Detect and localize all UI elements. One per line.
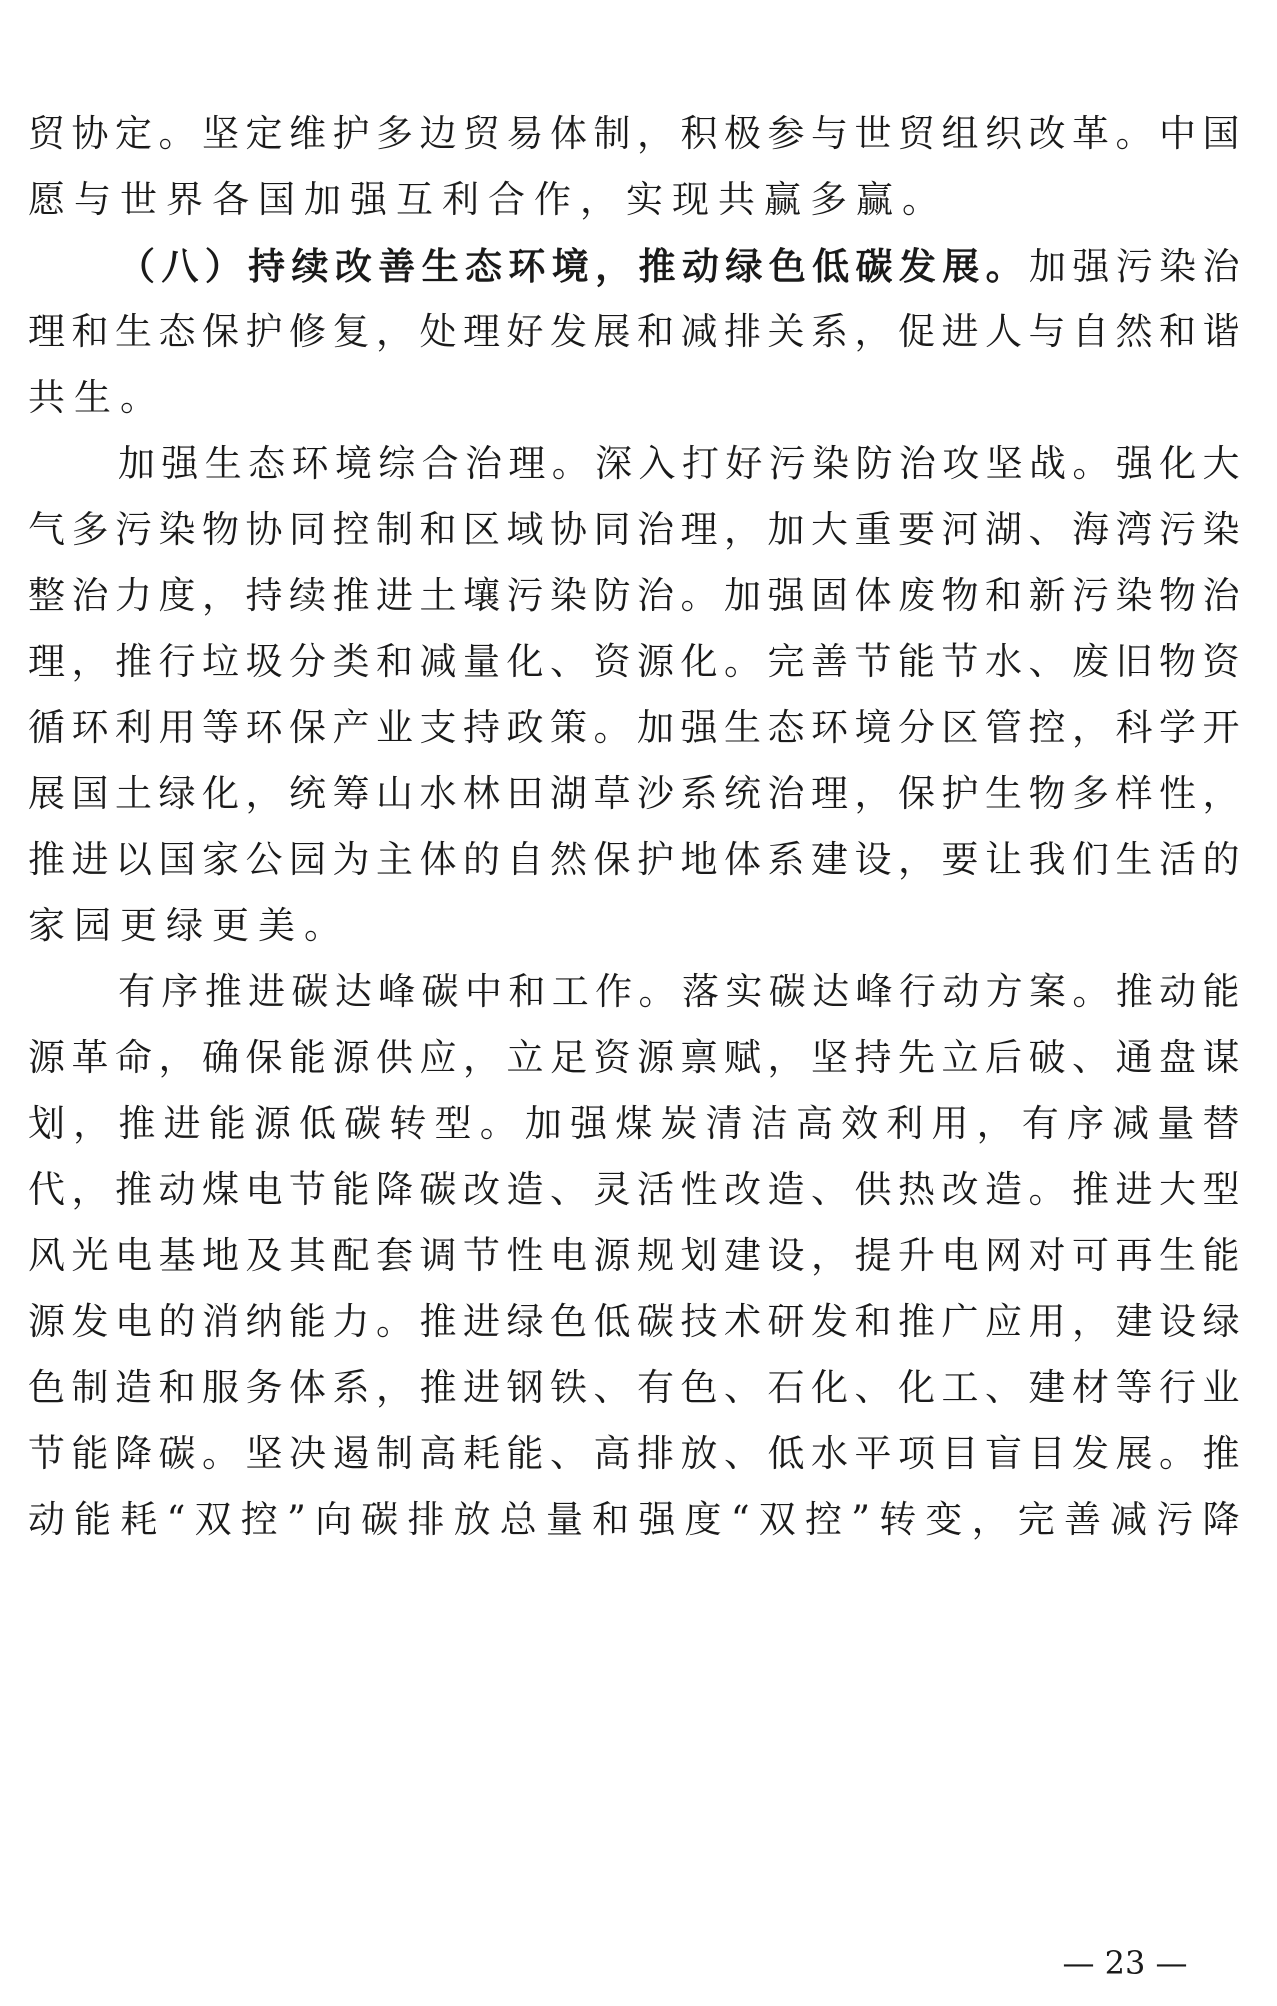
text-line: 源发电的消纳能力。推进绿色低碳技术研发和推广应用，建设绿: [28, 1300, 1240, 1343]
text-line: 家园更绿更美。: [28, 904, 350, 947]
text-line: 动能耗“双控”向碳排放总量和强度“双控”转变，完善减污降: [28, 1498, 1240, 1541]
text-line: 理，推行垃圾分类和减量化、资源化。完善节能节水、废旧物资: [28, 640, 1240, 683]
text-line: 共生。: [28, 376, 166, 419]
text-line: 推进以国家公园为主体的自然保护地体系建设，要让我们生活的: [28, 838, 1240, 881]
text-line: 源革命，确保能源供应，立足资源禀赋，坚持先立后破、通盘谋: [28, 1036, 1240, 1079]
text-line: 循环利用等环保产业支持政策。加强生态环境分区管控，科学开: [28, 706, 1240, 749]
paragraph-first-line: 加强生态环境综合治理。深入打好污染防治攻坚战。强化大: [118, 442, 1240, 485]
text-line: 整治力度，持续推进土壤污染防治。加强固体废物和新污染物治: [28, 574, 1240, 617]
text-line: 代，推动煤电节能降碳改造、灵活性改造、供热改造。推进大型: [28, 1168, 1240, 1211]
page-number: — 23 —: [1062, 1944, 1188, 1982]
text-line: 节能降碳。坚决遏制高耗能、高排放、低水平项目盲目发展。推: [28, 1432, 1240, 1475]
text-line: 划，推进能源低碳转型。加强煤炭清洁高效利用，有序减量替: [28, 1102, 1240, 1145]
text-line: 风光电基地及其配套调节性电源规划建设，提升电网对可再生能: [28, 1234, 1240, 1277]
text-line: 气多污染物协同控制和区域协同治理，加大重要河湖、海湾污染: [28, 508, 1240, 551]
text-line: 色制造和服务体系，推进钢铁、有色、石化、化工、建材等行业: [28, 1366, 1240, 1409]
text-line: 理和生态保护修复，处理好发展和减排关系，促进人与自然和谐: [28, 310, 1240, 353]
text-line: 贸协定。坚定维护多边贸易体制，积极参与世贸组织改革。中国: [28, 112, 1240, 155]
text-line: 展国土绿化，统筹山水林田湖草沙系统治理，保护生物多样性，: [28, 772, 1240, 815]
paragraph-first-line: 有序推进碳达峰碳中和工作。落实碳达峰行动方案。推动能: [118, 970, 1240, 1013]
heading-continuation: 加强污染治: [1028, 245, 1241, 288]
text-line: 愿与世界各国加强互利合作，实现共赢多赢。: [28, 178, 948, 221]
section-heading: （八）持续改善生态环境，推动绿色低碳发展。: [118, 244, 1029, 288]
